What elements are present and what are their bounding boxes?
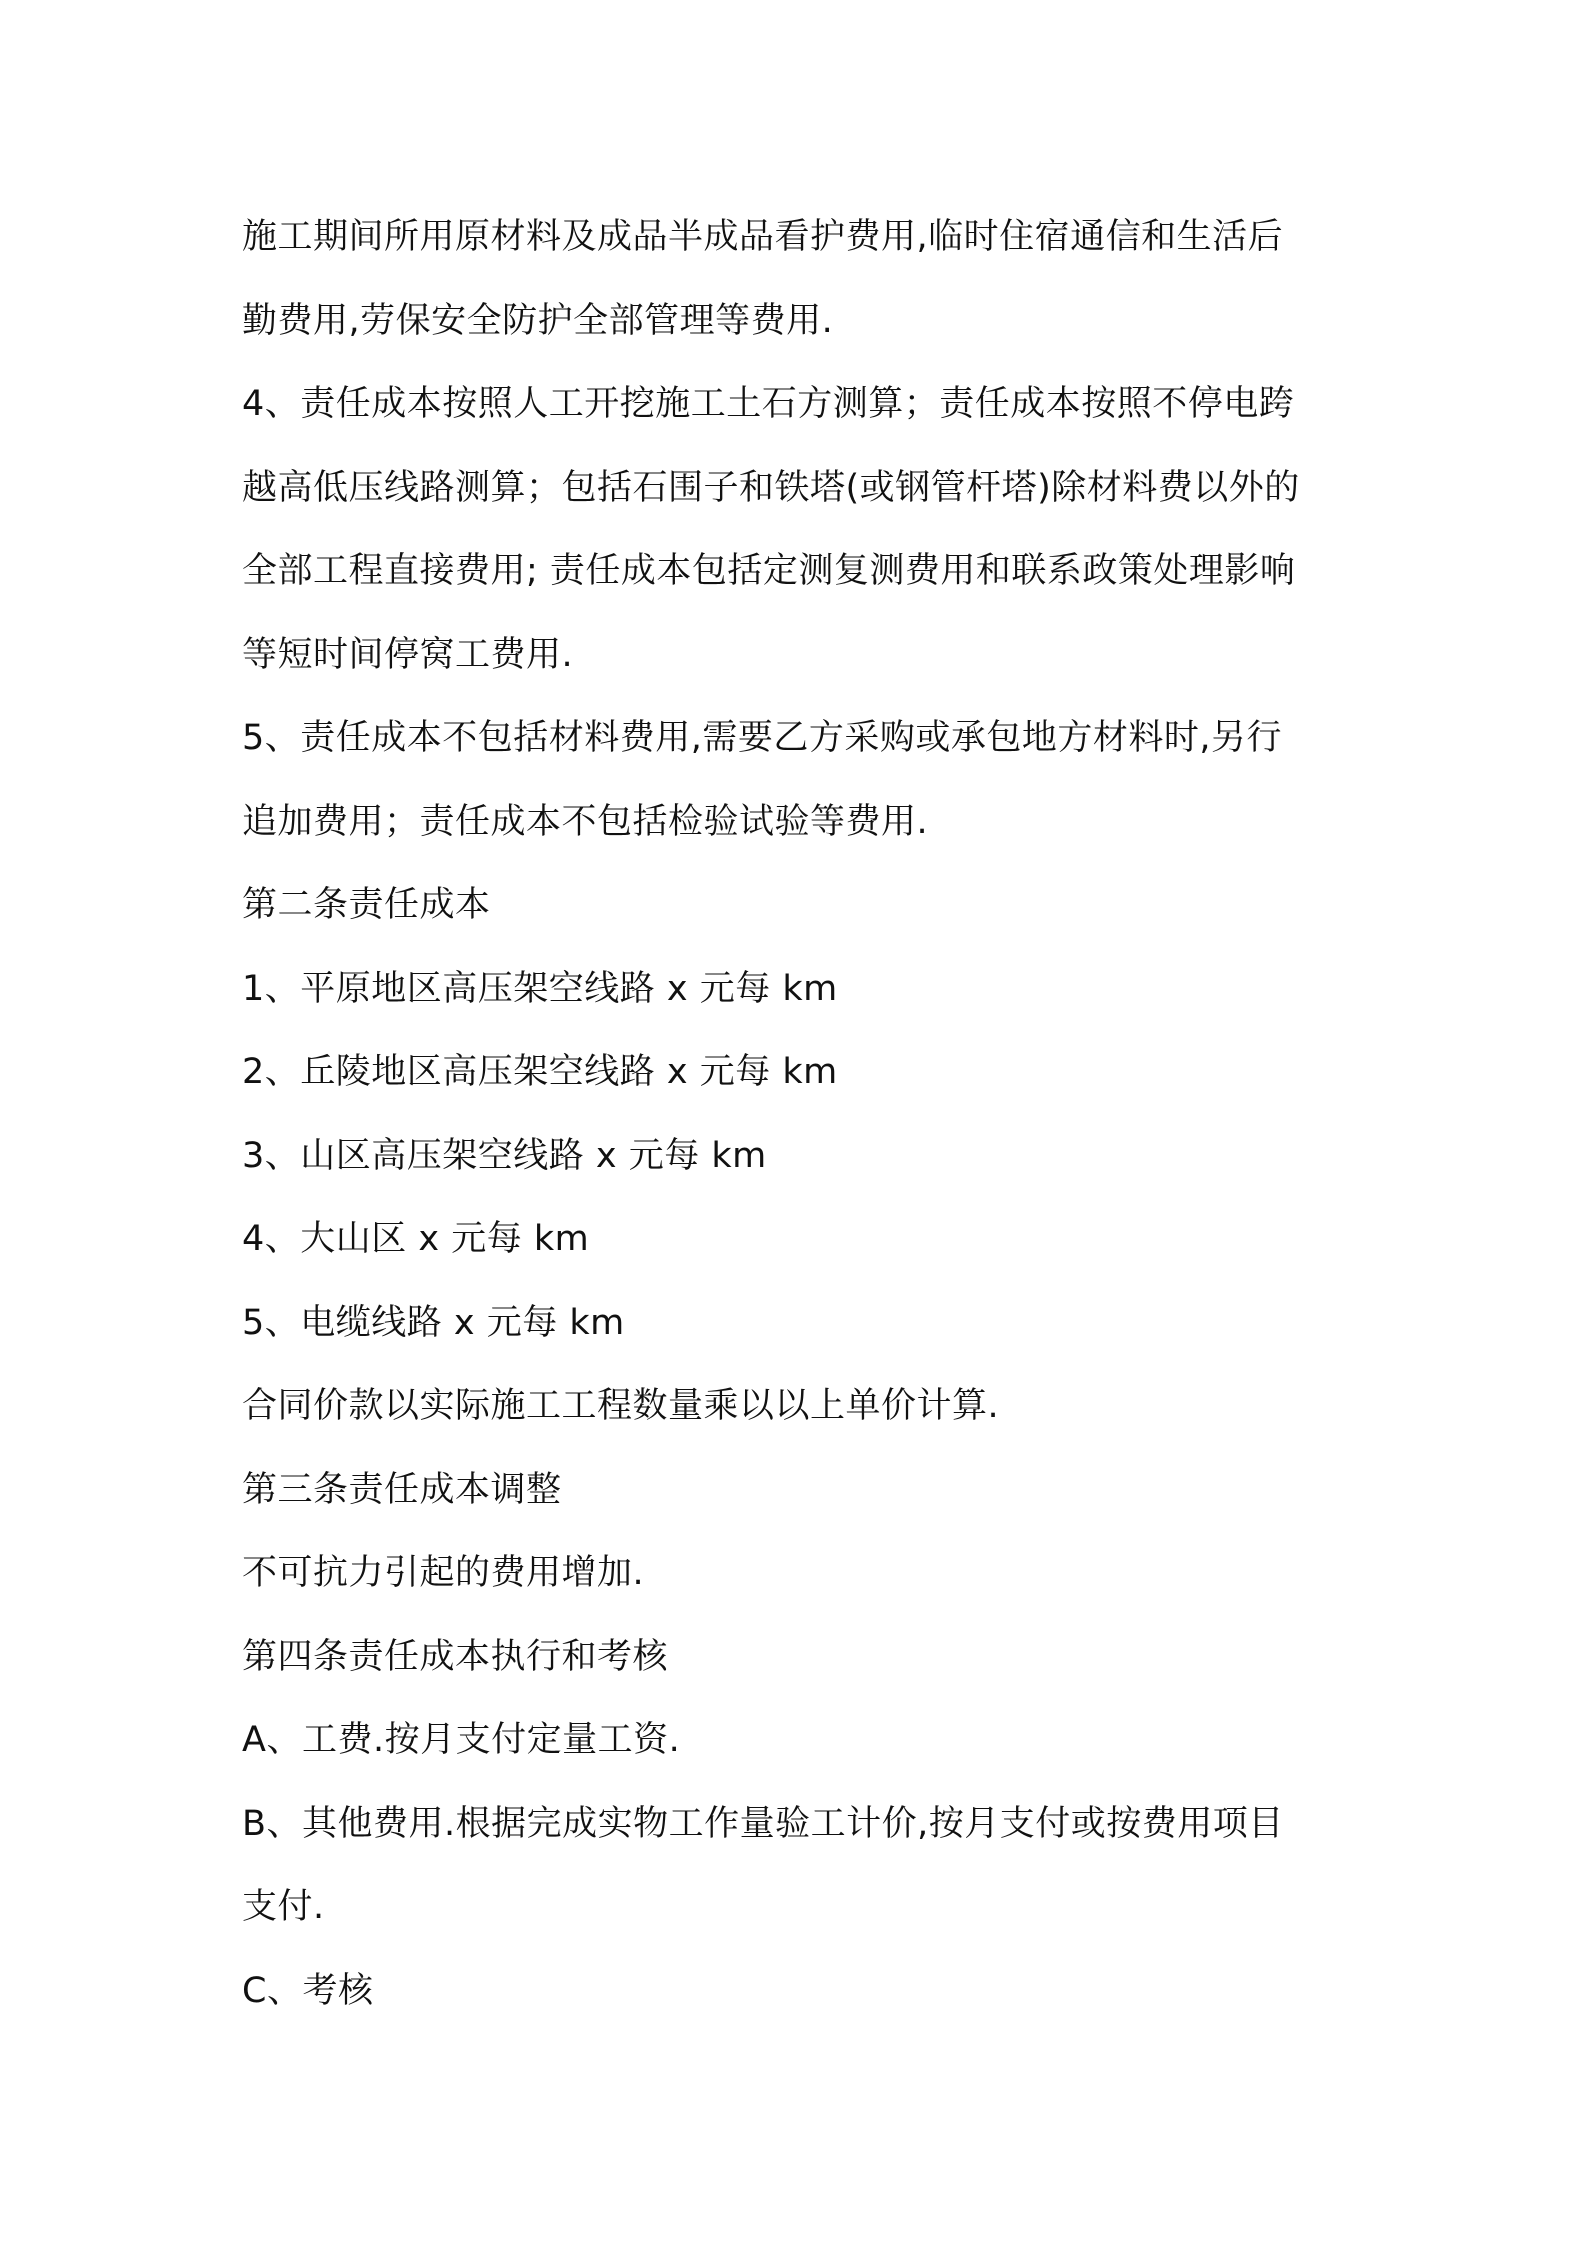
- document-body: [242, 196, 1362, 2033]
- clause-item-5: 5、责任成本不包括材料费用,需要乙方采购或承包地方材料时,另行: [242, 718, 1283, 758]
- paragraph-line: 合同价款以实际施工工程数量乘以以上单价计算.: [242, 1386, 1000, 1426]
- list-item-b: B、其他费用.根据完成实物工作量验工计价,按月支付或按费用项目: [242, 1803, 1284, 1844]
- rate-item-mountain: 3、山区高压架空线路 x 元每 km: [242, 1135, 767, 1176]
- clause-item-4: 4、责任成本按照人工开挖施工土石方测算；责任成本按照不停电跨: [242, 384, 1295, 424]
- paragraph-line: 等短时间停窝工费用.: [242, 634, 574, 675]
- paragraph-line: 越高低压线路测算；包括石围子和铁塔(或钢管杆塔)除材料费以外的: [242, 467, 1300, 508]
- section-heading-article-3: 第三条责任成本调整: [242, 1469, 562, 1510]
- list-item-c: C、考核: [242, 1970, 374, 2011]
- rate-item-cable: 5、电缆线路 x 元每 km: [242, 1302, 625, 1343]
- rate-item-plain: 1、平原地区高压架空线路 x 元每 km: [242, 968, 838, 1009]
- paragraph-line: 追加费用；责任成本不包括检验试验等费用.: [242, 801, 929, 842]
- paragraph-line: 不可抗力引起的费用增加.: [242, 1553, 645, 1593]
- paragraph-line: 勤费用,劳保安全防护全部管理等费用.: [242, 300, 834, 341]
- paragraph-line: 施工期间所用原材料及成品半成品看护费用,临时住宿通信和生活后: [242, 217, 1284, 257]
- list-item-a: A、工费.按月支付定量工资.: [242, 1720, 681, 1760]
- rate-item-hills: 2、丘陵地区高压架空线路 x 元每 km: [242, 1052, 838, 1092]
- paragraph-line: 全部工程直接费用; 责任成本包括定测复测费用和联系政策处理影响: [242, 551, 1296, 591]
- section-heading-article-2: 第二条责任成本: [242, 885, 491, 925]
- rate-item-high-mountain: 4、大山区 x 元每 km: [242, 1219, 590, 1259]
- section-heading-article-4: 第四条责任成本执行和考核: [242, 1636, 669, 1677]
- paragraph-line: 支付.: [242, 1887, 325, 1927]
